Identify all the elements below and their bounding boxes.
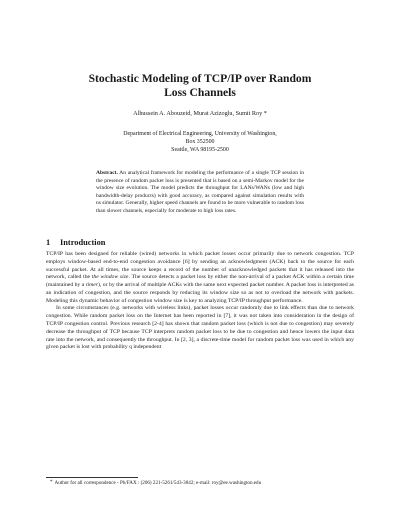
author-list: Alhussein A. Abouzeid, Murat Azizoglu, Sumit Roy * (133, 110, 267, 117)
affiliation (40, 130, 360, 154)
section-title: Introduction (60, 238, 106, 247)
affiliation-line-3: Seattle, WA 98195-2500 (171, 147, 229, 153)
title-line-2: Loss Channels (164, 86, 236, 99)
abstract (96, 170, 304, 215)
paragraph-1 (46, 251, 354, 305)
paragraph-1-text-a: TCP/IP has been designed for reliable (wired) networks in which packet losses occur primarily due to network congestion. TCP employs window-based end-to-end congestion avoidance [6] by sending an acknowledgment (ACK) back to the source for each successful packet. At all times, the source keeps a record of the number of unacknowledged packets that it has released into the network, called the (46, 251, 354, 281)
section-heading (46, 238, 105, 247)
paper-title (40, 72, 360, 100)
paragraph-1-text-c: ), or by the arrival of multiple ACKs with the same next expected packet number. A packet loss is interpreted as an indication of congestion, and the source responds by reducing its window size so as not to overload the network with packets. Modeling this dynamic behavior of congestion window size is key to analyzing TCP/IP throughput performance. (46, 282, 354, 304)
title-line-1: Stochastic Modeling of TCP/IP over Random (88, 72, 312, 85)
section-number: 1 (46, 238, 51, 247)
footnote-rule (46, 477, 138, 478)
emphasis-window-size: the window size (91, 274, 129, 281)
paragraph-2: In some circumstances (e.g. networks with wireless links), packet losses occur randomly due to link effects than due to network congestion. While random packet loss on the Internet has been reported in [7], it was not taken into consideration in the design of TCP/IP congestion control. Previous research [2-4] has shown that random packet loss (which is not due to congestion) may severely decrease the throughput of TCP because TCP interprets random packet loss to be due to congestion and hence lowers the input data rate into the network, and consequently the throughput. In [2, 3], a discrete-time model for random packet loss was used in which any given packet is lost with probability q independent (46, 305, 354, 351)
emphasis-timer: timer (85, 282, 98, 289)
paragraph-1-text-b: . The source detects a packet loss by either the non-arrival of a packet ACK within a certain time (maintained by a (46, 274, 354, 289)
footnote-text: Author for all correspondence - Ph/FAX : (206) 221-5261/543-3842; e-mail: roy@ee.washington.edu (54, 480, 262, 486)
affiliation-line-2: Box 352500 (185, 139, 215, 145)
footnote-mark: * (50, 479, 53, 485)
affiliation-line-1: Department of Electrical Engineering, University of Washington, (123, 131, 277, 137)
abstract-text: An analytical framework for modeling the performance of a single TCP session in the presence of random packet loss is presented that is based on a semi-Markov model for the window size evolution. The model predicts the throughput for LANs/WANs (low and high bandwidth-delay products) with good accuracy, as compared against simulation results with ns simulator. Generally, higher speed channels are found to be more vulnerable to random loss than slower channels, especially for moderate to high loss rates. (96, 170, 304, 214)
body-text (46, 251, 354, 352)
abstract-label: Abstract. (96, 170, 118, 176)
footnote (50, 480, 350, 487)
